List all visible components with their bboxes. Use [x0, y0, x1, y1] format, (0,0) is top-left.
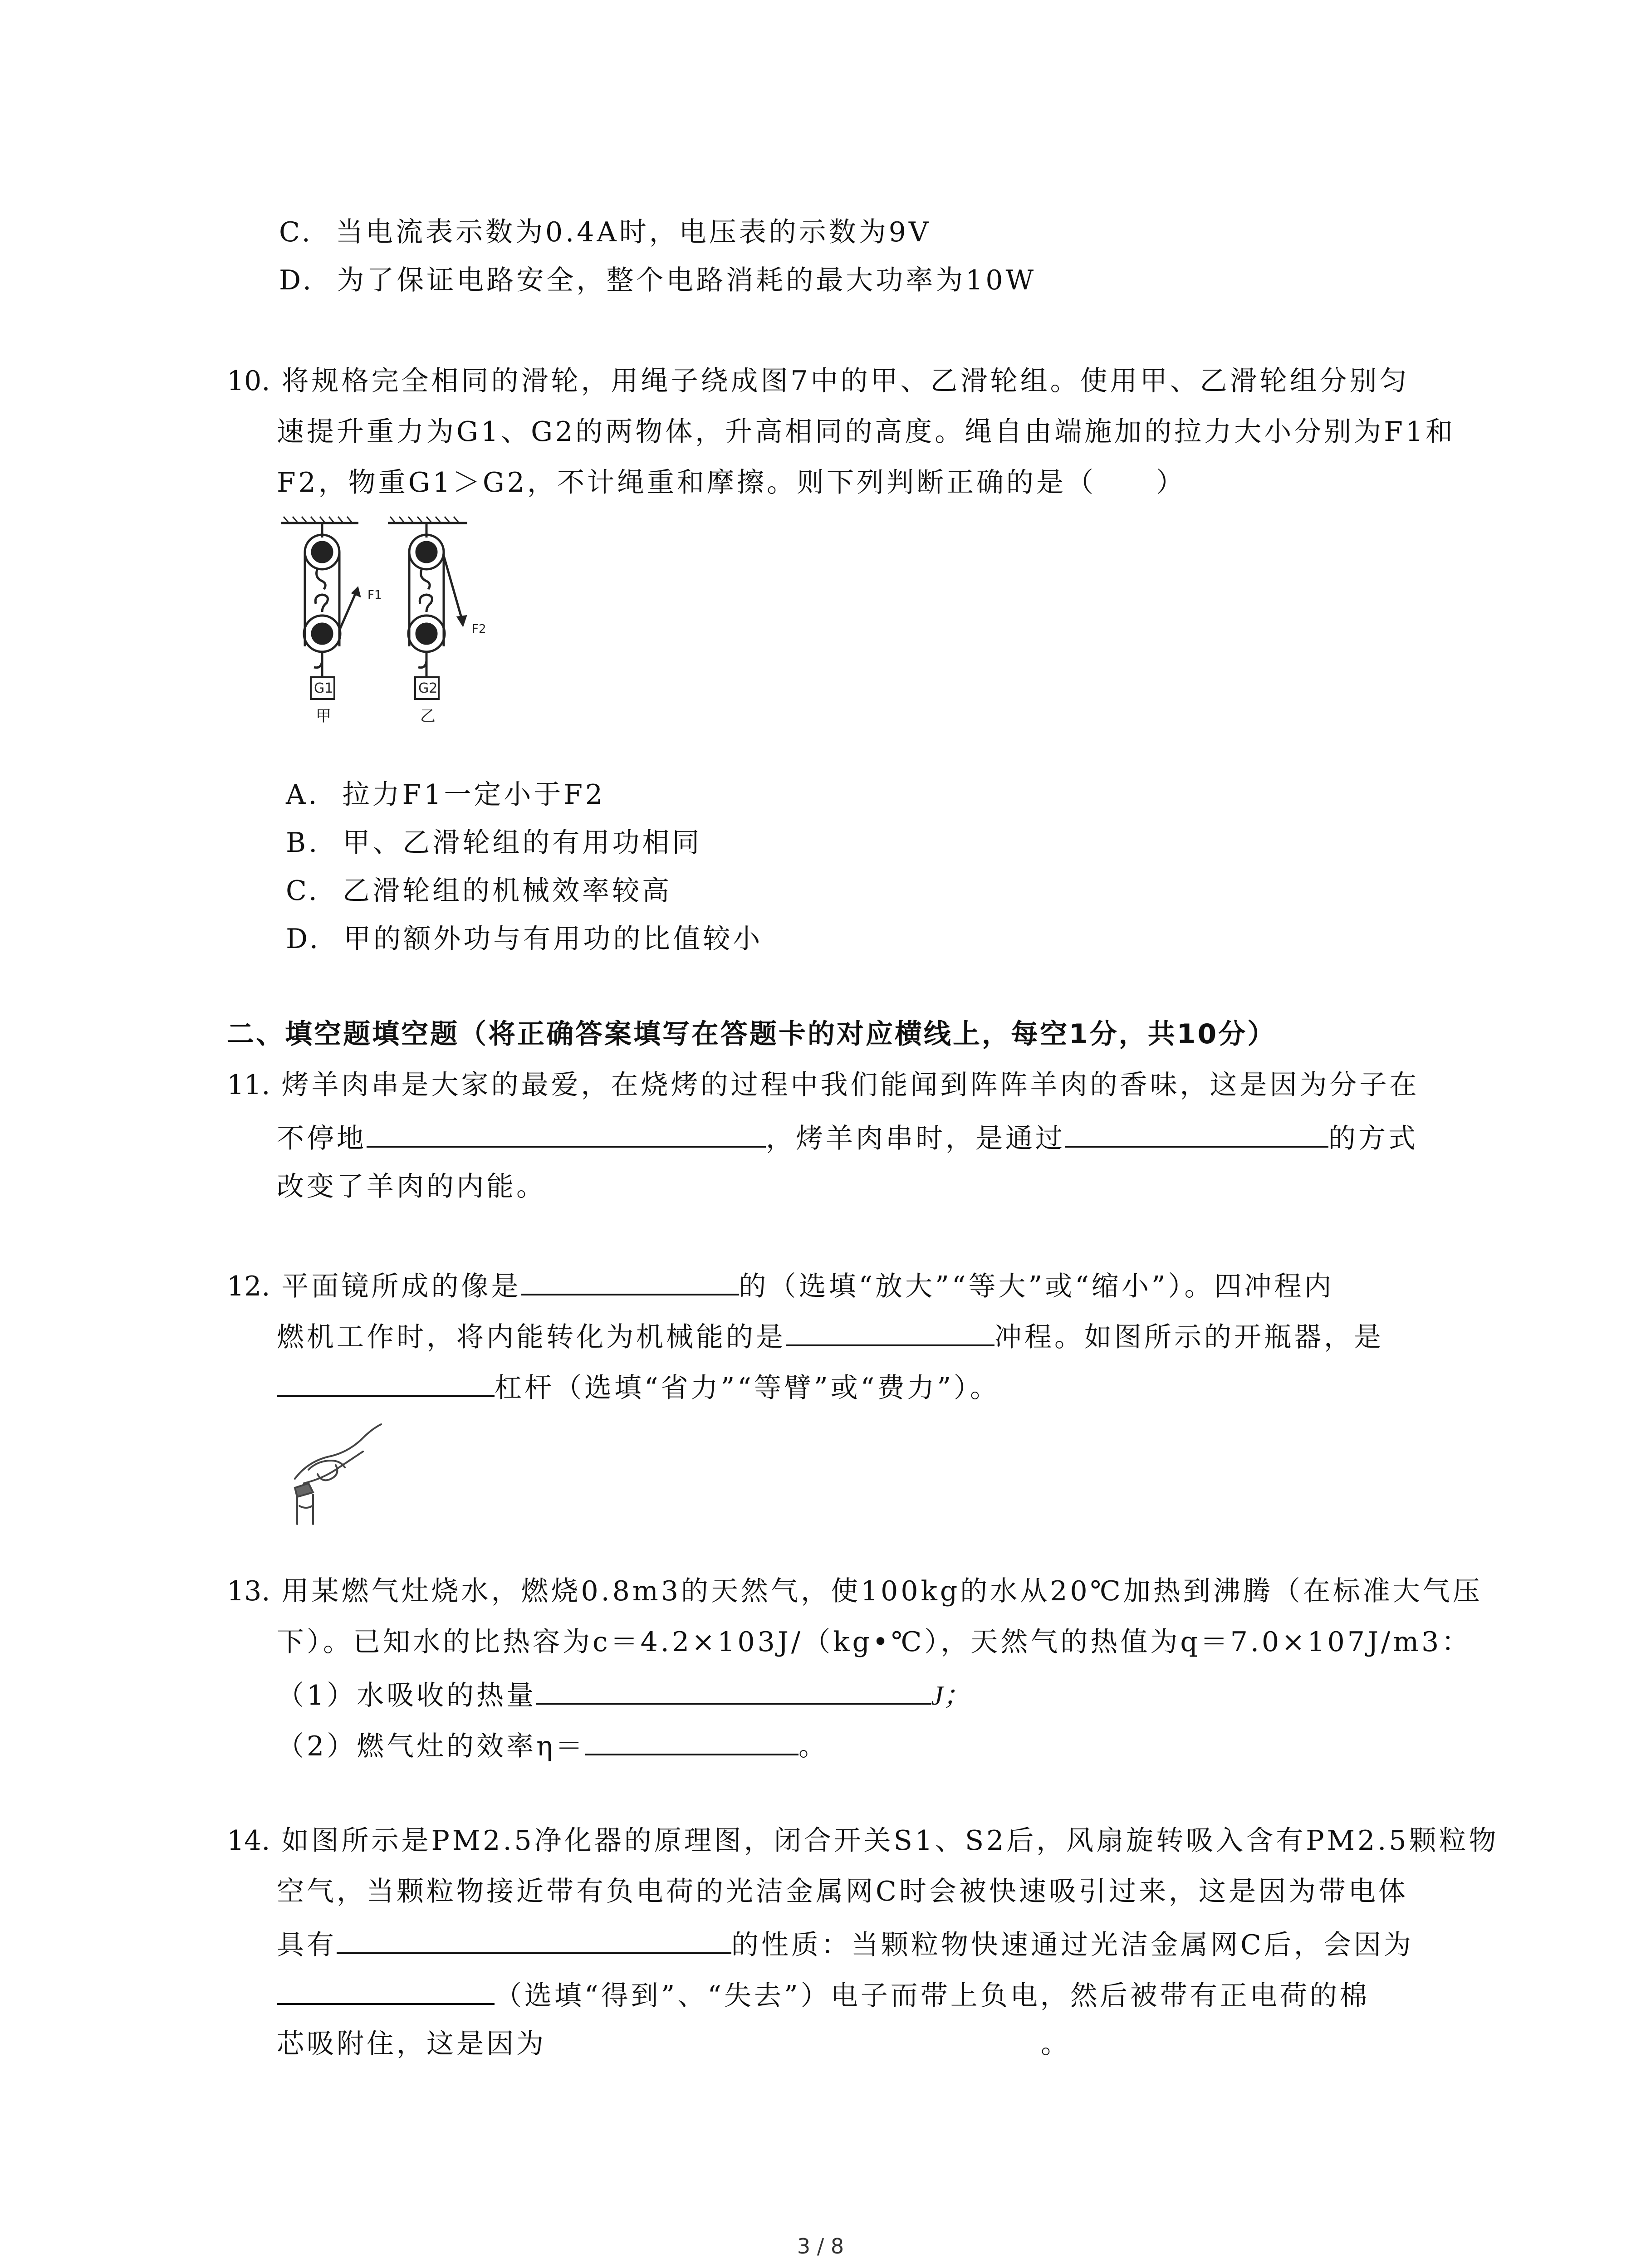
- text: ，烤羊肉串时，是通过: [766, 1123, 1065, 1154]
- answer-blank[interactable]: [1065, 1118, 1328, 1148]
- page-number: 3 / 8: [797, 2234, 844, 2258]
- q13-sub-2: [277, 1725, 828, 1765]
- text: 燃机工作时，将内能转化为机械能的是: [277, 1321, 786, 1353]
- text: 。: [1041, 2028, 1071, 2060]
- q10-line-2: 速提升重力为G1、G2的两物体，升高相同的高度。绳自由端施加的拉力大小分别为F1和: [277, 416, 1456, 448]
- text: J；: [931, 1681, 970, 1711]
- text: （选填“得到”、“失去”）电子而带上负电，然后被带有正电荷的棉: [495, 1980, 1370, 2012]
- option-label: A.: [286, 779, 320, 811]
- label-g1: G1: [314, 680, 333, 696]
- caption-right: 乙: [420, 707, 436, 725]
- pulley-system-left: [304, 523, 359, 699]
- q9-option-d: [279, 262, 1036, 298]
- q9-option-c: [279, 214, 931, 250]
- option-label: D.: [286, 923, 321, 955]
- ceiling-right: [388, 517, 467, 523]
- q11-line-1: [227, 1067, 1420, 1103]
- text: （2）燃气灶的效率η＝: [277, 1730, 586, 1762]
- text: （1）水吸收的热量: [277, 1680, 537, 1711]
- answer-blank[interactable]: [367, 1118, 766, 1148]
- question-text: 烤羊肉串是大家的最爱，在烧烤的过程中我们能闻到阵阵羊肉的香味，这是因为分子在: [281, 1069, 1420, 1101]
- q10-option-a: [286, 777, 605, 813]
- question-number: 12.: [227, 1271, 270, 1302]
- text: 。: [798, 1730, 829, 1762]
- option-text: 拉力F1一定小于F2: [342, 779, 606, 811]
- q10-line-3: F2，物重G1＞G2，不计绳重和摩擦。则下列判断正确的是（ ）: [277, 467, 1186, 499]
- text: 杠杆（选填“省力”“等臂”或“费力”）。: [495, 1372, 1000, 1404]
- option-text: 为了保证电路安全，整个电路消耗的最大功率为10W: [337, 264, 1037, 296]
- label-g2: G2: [418, 680, 438, 696]
- ceiling-left: [281, 517, 358, 523]
- text: 芯吸附住，这是因为: [277, 2028, 546, 2060]
- q12-line-1: [227, 1266, 1334, 1305]
- question-number: 10.: [227, 365, 270, 397]
- option-label: B.: [286, 827, 320, 859]
- q12-line-3: [277, 1367, 1000, 1406]
- caption-left: 甲: [316, 707, 331, 725]
- q14-line-3: [277, 1924, 1414, 1963]
- text: 冲程。如图所示的开瓶器，是: [994, 1321, 1384, 1353]
- option-text: 当电流表示数为0.4A时，电压表的示数为9V: [336, 216, 931, 248]
- q13-line-2: 下）。已知水的比热容为c＝4.2×103J/（kg•℃），天然气的热值为q＝7.0×107J/m3：: [277, 1626, 1472, 1658]
- q11-line-3: 改变了羊肉的内能。: [277, 1171, 546, 1202]
- option-label: C.: [286, 875, 320, 907]
- text: 不停地: [277, 1123, 367, 1154]
- question-text: 如图所示是PM2.5净化器的原理图，闭合开关S1、S2后，风扇旋转吸入含有PM2.5颗粒物: [281, 1825, 1499, 1857]
- answer-blank[interactable]: [585, 1725, 798, 1755]
- question-number: 13.: [227, 1575, 270, 1607]
- text: 的性质：当颗粒物快速通过光洁金属网C后，会因为: [731, 1929, 1414, 1961]
- q13-sub-1: [277, 1675, 970, 1714]
- question-number: 11.: [227, 1069, 270, 1101]
- answer-blank[interactable]: [277, 1975, 495, 2005]
- question-text: 用某燃气灶烧水，燃烧0.8m3的天然气，使100kg的水从20℃加热到沸腾（在标准大气压: [281, 1575, 1483, 1607]
- option-text: 甲、乙滑轮组的有用功相同: [343, 827, 702, 859]
- bottle-opener-figure: [277, 1415, 395, 1529]
- option-label: D.: [279, 264, 314, 296]
- answer-blank[interactable]: [277, 1367, 495, 1397]
- label-f1: F1: [367, 588, 382, 602]
- answer-blank[interactable]: [521, 1266, 739, 1295]
- answer-blank[interactable]: [337, 1924, 731, 1954]
- q14-line-1: [227, 1823, 1499, 1859]
- label-f2: F2: [472, 622, 486, 636]
- option-text: 乙滑轮组的机械效率较高: [343, 875, 672, 907]
- option-text: 甲的额外功与有用功的比值较小: [343, 923, 763, 955]
- q14-line-5: [277, 2026, 1071, 2062]
- q12-line-2: [277, 1316, 1384, 1355]
- q10-option-d: [286, 921, 763, 957]
- q10-line-1: [227, 363, 1410, 399]
- option-label: C.: [279, 216, 313, 248]
- q10-option-c: [286, 873, 672, 909]
- section-heading: 二、填空题填空题（将正确答案填写在答题卡的对应横线上，每空1分，共10分）: [227, 1018, 1277, 1050]
- question-text: 将规格完全相同的滑轮，用绳子绕成图7中的甲、乙滑轮组。使用甲、乙滑轮组分别匀: [281, 365, 1410, 397]
- pulley-figure: [272, 515, 508, 769]
- text: 平面镜所成的像是: [281, 1271, 521, 1302]
- text: 的（选填“放大”“等大”或“缩小”）。四冲程内: [739, 1271, 1334, 1302]
- q14-line-4: [277, 1975, 1370, 2014]
- q10-option-b: [286, 825, 702, 861]
- q11-line-2: [277, 1118, 1418, 1157]
- answer-blank[interactable]: [536, 1675, 931, 1705]
- q13-line-1: [227, 1573, 1483, 1609]
- question-number: 14.: [227, 1825, 270, 1857]
- text: 的方式: [1328, 1123, 1418, 1154]
- pulley-system-right: [408, 523, 465, 699]
- q14-line-2: 空气，当颗粒物接近带有负电荷的光洁金属网C时会被快速吸引过来，这是因为带电体: [277, 1876, 1408, 1907]
- answer-blank[interactable]: [786, 1316, 994, 1346]
- text: 具有: [277, 1929, 337, 1961]
